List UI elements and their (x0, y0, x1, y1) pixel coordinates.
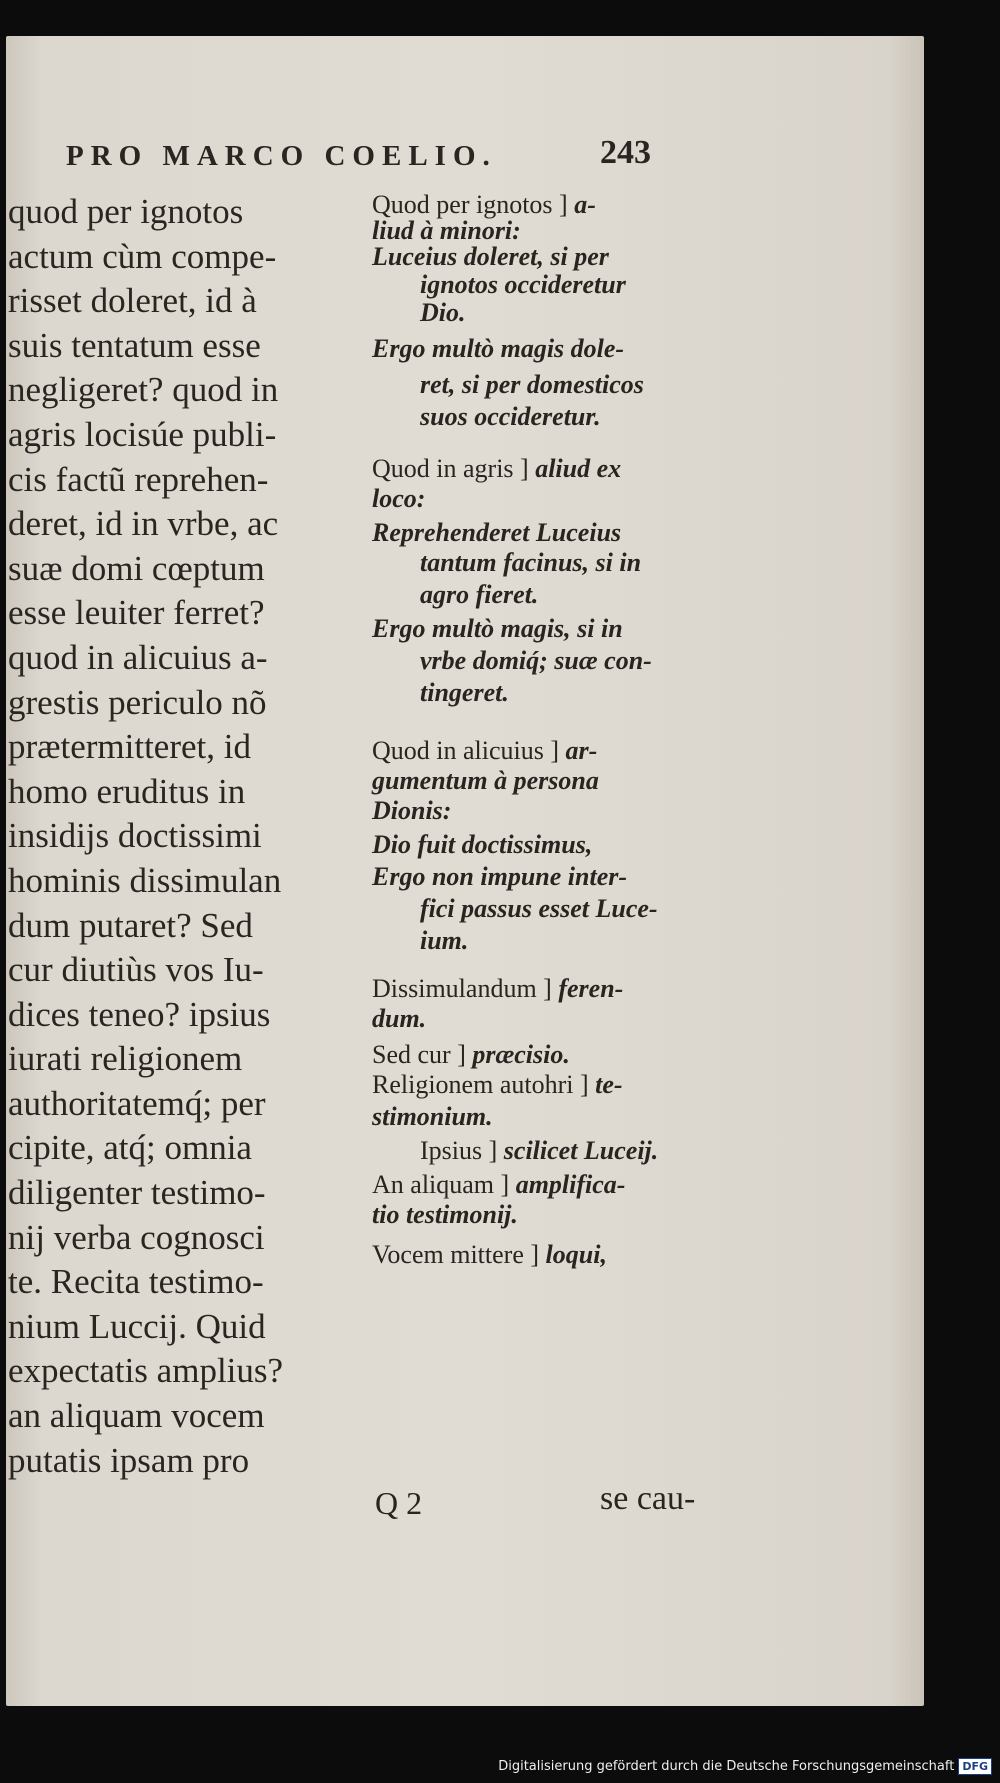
marginal-note-line (372, 298, 760, 328)
note-gloss: scilicet Luceij. (503, 1136, 659, 1165)
note-gloss: feren- (558, 974, 624, 1003)
note-lemma: Dissimulandum ] (372, 974, 552, 1003)
marginal-note-line (372, 270, 760, 300)
note-gloss: ignotos occideretur (420, 270, 626, 299)
digitization-credit (498, 1758, 992, 1775)
marginal-note-line (372, 1102, 712, 1132)
text-line: esse leuiter ferret? (8, 593, 265, 633)
note-gloss: Reprehenderet Luceius (372, 518, 622, 547)
text-line: iurati religionem (8, 1039, 243, 1079)
text-line: quod in alicuius a- (8, 637, 268, 677)
marginal-note-line (372, 334, 712, 364)
text-line: agris locisúe publi- (8, 414, 277, 454)
note-gloss: te- (595, 1070, 623, 1099)
marginal-note-line (372, 1136, 760, 1166)
marginal-note-line (372, 1004, 712, 1034)
text-line: dices teneo? ipsius (8, 994, 271, 1034)
text-line: cis factũ reprehen- (8, 459, 269, 499)
note-gloss: loco: (372, 484, 426, 513)
marginal-note-line (372, 646, 760, 676)
marginal-note-line (372, 926, 760, 956)
note-gloss: vrbe domiq́; suæ con- (420, 646, 652, 675)
note-lemma: An aliquam ] (372, 1170, 510, 1199)
marginal-note-line (372, 580, 760, 610)
marginal-note-line (372, 548, 760, 578)
marginal-note-line (372, 402, 760, 432)
note-lemma: Ipsius ] (420, 1136, 498, 1165)
marginal-note-line (372, 766, 712, 796)
note-gloss: a- (574, 190, 596, 219)
running-title: PRO MARCO COELIO. (66, 140, 497, 172)
text-line: grestis periculo nõ (8, 682, 267, 722)
marginal-note-line (372, 518, 712, 548)
note-lemma: Quod in agris ] (372, 454, 529, 483)
text-line: suæ domi cœptum (8, 548, 265, 588)
text-line: negligeret? quod in (8, 370, 279, 410)
note-gloss: liud à minori: (372, 216, 521, 245)
note-gloss: dum. (372, 1004, 427, 1033)
marginal-note-line (372, 1070, 712, 1100)
text-line: homo eruditus in (8, 771, 246, 811)
note-lemma: Sed cur ] (372, 1040, 466, 1069)
note-gloss: Ergo multò magis, si in (372, 614, 623, 643)
text-line: quod per ignotos (8, 192, 244, 231)
marginal-note-line (372, 678, 760, 708)
signature-mark: Q 2 (375, 1485, 423, 1521)
marginal-note-line (372, 1040, 712, 1070)
marginal-note-line (372, 1240, 712, 1270)
text-line: diligenter testimo- (8, 1173, 266, 1213)
note-gloss: Dio. (420, 298, 466, 327)
note-lemma: Quod per ignotos ] (372, 190, 568, 219)
note-gloss: Luceius doleret, si per (372, 242, 609, 271)
text-line: hominis dissimulan (8, 860, 282, 900)
credit-text: Digitalisierung gefördert durch die Deutsche Forschungsgemeinschaft (498, 1759, 955, 1774)
note-gloss: stimonium. (372, 1102, 493, 1131)
marginal-note-line (372, 370, 760, 400)
marginal-note-line (372, 862, 712, 892)
text-line: expectatis amplius? (8, 1351, 284, 1391)
note-gloss: suos occideretur. (420, 402, 601, 431)
text-line: insidijs doctissimi (8, 816, 262, 856)
text-line: deret, id in vrbe, ac (8, 504, 279, 544)
note-lemma: Religionem autohri ] (372, 1070, 589, 1099)
dfg-logo: DFG (958, 1758, 992, 1775)
note-gloss: Dionis: (372, 796, 452, 825)
note-lemma: Quod in alicuius ] (372, 736, 560, 765)
note-gloss: agro fieret. (420, 580, 539, 609)
note-gloss: tantum facinus, si in (420, 548, 642, 577)
marginal-note-line (372, 242, 712, 272)
marginal-note-line (372, 484, 712, 514)
marginal-note-line (372, 1200, 712, 1230)
catchword: se cau- (600, 1480, 696, 1517)
note-gloss: tingeret. (420, 678, 509, 707)
note-gloss: gumentum à persona (372, 766, 599, 795)
note-gloss: Ergo non impune inter- (372, 862, 628, 891)
note-gloss: Ergo multò magis dole- (372, 334, 625, 363)
text-line: an aliquam vocem (8, 1396, 265, 1436)
text-line: prætermitteret, id (8, 727, 251, 767)
text-line: cipite, atq́; omnia (8, 1128, 252, 1168)
note-gloss: præcisio. (472, 1040, 570, 1069)
note-gloss: ar- (565, 736, 598, 765)
text-line: cur diutiùs vos Iu- (8, 950, 264, 990)
note-gloss: Dio fuit doctissimus, (372, 830, 593, 859)
main-text-column (8, 190, 368, 1483)
text-line: dum putaret? Sed (8, 905, 253, 945)
note-gloss: tio testimonij. (372, 1200, 518, 1229)
text-line: nium Luccij. Quid (8, 1306, 266, 1346)
marginal-note-line (372, 796, 712, 826)
text-line: suis tentatum esse (8, 325, 261, 365)
page-number: 243 (600, 134, 651, 171)
marginal-note-line (372, 1170, 712, 1200)
marginal-note-line (372, 736, 712, 766)
note-gloss: amplifica- (515, 1170, 626, 1199)
text-line: actum cùm compe- (8, 236, 277, 276)
marginal-note-line (372, 454, 712, 484)
note-gloss: ium. (420, 926, 469, 955)
note-lemma: Vocem mittere ] (372, 1240, 540, 1269)
note-gloss: ret, si per domesticos (420, 370, 644, 399)
marginal-note-line (372, 830, 712, 860)
marginal-note-line (372, 894, 760, 924)
text-line: te. Recita testimo- (8, 1262, 264, 1302)
text-line: putatis ipsam pro (8, 1440, 250, 1480)
text-line: risset doleret, id à (8, 281, 257, 321)
note-gloss: aliud ex (535, 454, 622, 483)
marginal-note-line (372, 974, 712, 1004)
text-line: authoritatemq́; per (8, 1083, 266, 1123)
note-gloss: fici passus esset Luce- (420, 894, 658, 923)
marginal-note-line (372, 614, 712, 644)
text-line: nij verba cognosci (8, 1217, 265, 1257)
note-gloss: loqui, (545, 1240, 607, 1269)
